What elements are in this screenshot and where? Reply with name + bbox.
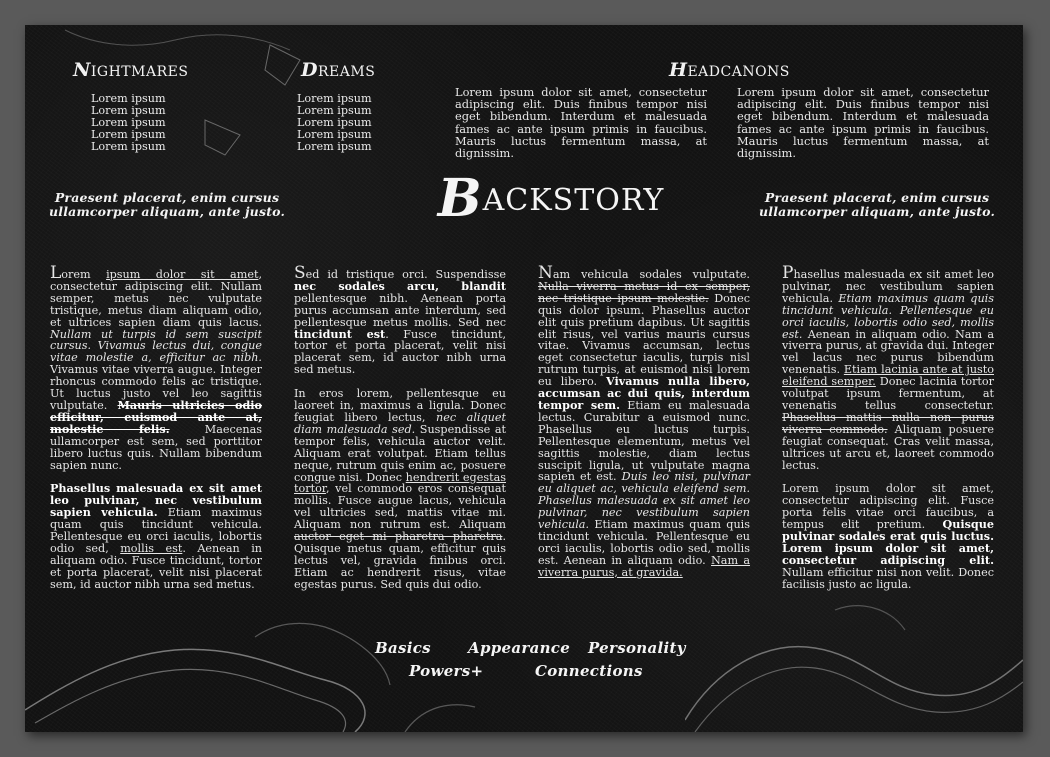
nav-link-personality[interactable]: Personality xyxy=(588,639,686,657)
text-run: P xyxy=(782,263,794,283)
list-item: Lorem ipsum xyxy=(297,92,372,105)
nightmares-heading: NIGHTMARES xyxy=(73,59,189,81)
text-run: orem xyxy=(61,268,107,281)
list-item: Lorem ipsum xyxy=(297,140,372,153)
text-run: . Suspendisse at tempor felis, vehicula auctor velit. Aliquam erat volutpat. Etiam tellus neque, rutrum quis enim ac, posuere congue nisi. Donec xyxy=(294,422,506,484)
text-run: hasellus malesuada ex sit amet leo pulvinar, nec vestibulum sapien vehicula. xyxy=(782,268,994,305)
column-paragraph xyxy=(294,388,506,590)
text-run: Etiam eu malesuada lectus. Curabitur a euismod nunc. Phasellus eu luctus turpis. Pellentesque elementum, metus vel sagittis molestie, diam lectus suscipit ligula, ut vulputate magna sapien et est. xyxy=(538,398,750,484)
snake-illustration-right xyxy=(685,600,1023,732)
text-run: Duis leo nisi, pulvinar eu aliquet ac, vehicula eleifend sem. Phasellus malesuada ex sit amet leo pulvinar, nec vestibulum sapien vehicula. xyxy=(538,470,750,532)
column-paragraph xyxy=(50,263,263,472)
headcanons-heading: HEADCANONS xyxy=(669,59,790,81)
text-run: hendrerit egestas tortor xyxy=(294,470,506,496)
text-run: auctor eget mi pharetra pharetra xyxy=(294,530,503,544)
text-run: , vel commodo eros consequat mollis. Fusce augue lacus, vehicula vel ultricies sed, mattis vitae mi. Aliquam non rutrum est. Aliquam xyxy=(294,482,506,532)
text-run: Vivamus vitae viverra augue. Integer rhoncus commodo felis ac tristique. Ut luctus justo vel leo sagittis vulputate. xyxy=(50,363,262,412)
tagline-right: Praesent placerat, enim cursus ullamcorper aliquam, ante justo. xyxy=(758,190,996,219)
nightmares-list xyxy=(91,93,166,153)
list-item: Lorem ipsum xyxy=(297,128,372,141)
text-run: Nullam efficitur nisi non velit. Donec facilisis justo ac ligula. xyxy=(782,565,994,591)
text-run: Etiam maximus quam quis tincidunt vehicula. Pellentesque eu orci iaculis, lobortis odio sed, mollis est. xyxy=(782,291,994,341)
text-run: Etiam maximus quam quis tincidunt vehicula. Pellentesque eu orci iaculis, lobortis odio sed, xyxy=(50,506,262,555)
text-run: . Aenean in aliquam odio. Fusce tincidunt, tortor et porta placerat, velit nisi placerat sem, id auctor nibh urna sed metus. xyxy=(50,541,262,591)
list-item: Lorem ipsum xyxy=(297,104,372,117)
text-run: S xyxy=(294,263,306,283)
headcanon-paragraph-2: Lorem ipsum dolor sit amet, consectetur adipiscing elit. Duis finibus tempor nisi eget bibendum. Interdum et malesuada fames ac ante ipsum primis in faucibus. Mauris luctus fermentum massa, at dignissim. xyxy=(737,85,989,161)
tagline-left: Praesent placerat, enim cursus ullamcorper aliquam, ante justo. xyxy=(48,190,286,219)
text-run: Aenean in aliquam odio. Nam a viverra purus, at gravida dui. Integer vel lacus nec purus bibendum venenatis. xyxy=(782,327,994,377)
backstory-column-4 xyxy=(782,263,994,603)
text-run: ed id tristique orci. Suspendisse xyxy=(305,268,506,281)
text-run: In eros lorem, pellentesque eu laoreet in, maximus a ligula. Donec feugiat libero lectus, xyxy=(294,387,506,424)
text-run: mollis est xyxy=(120,541,183,555)
list-item: Lorem ipsum xyxy=(91,128,166,141)
text-run: Mauris ultricies odio efficitur, euismod ante at, molestie felis. xyxy=(50,397,263,436)
text-run: . Fusce tincidunt, tortor et porta placerat, velit nisi placerat sem, id auctor nibh urna sed metus. xyxy=(294,327,506,377)
text-run: Vivamus nulla libero, accumsan ac dui quis, interdum tempor sem. xyxy=(538,374,750,412)
text-run: Etiam lacinia ante at justo eleifend semper. xyxy=(782,363,994,389)
text-run: Donec lacinia tortor volutpat ipsum fermentum, at venenatis tellus consectetur. xyxy=(782,375,994,412)
headcanon-paragraph-1: Lorem ipsum dolor sit amet, consectetur adipiscing elit. Duis finibus tempor nisi eget bibendum. Interdum et malesuada fames ac ante ipsum primis in faucibus. Mauris luctus fermentum massa, at dignissim. xyxy=(455,85,707,161)
column-paragraph xyxy=(538,263,751,579)
column-paragraph xyxy=(294,263,506,377)
text-run: Etiam maximus quam quis tincidunt vehicula. Pellentesque eu orci iaculis, lobortis odio sed, mollis est. Aenean in aliquam odio. xyxy=(538,518,750,567)
dreams-heading: DREAMS xyxy=(301,59,376,81)
backstory-column-2 xyxy=(294,263,506,603)
column-paragraph xyxy=(782,483,994,590)
nav-link-connections[interactable]: Connections xyxy=(535,662,643,680)
text-run: tincidunt est xyxy=(294,326,386,341)
list-item: Lorem ipsum xyxy=(91,92,166,105)
text-run: Nam a viverra purus, at gravida. xyxy=(538,553,751,579)
text-run: Nullam ut turpis id sem suscipit cursus. Vivamus lectus dui, congue vitae molestie a, efficitur ac nibh. xyxy=(50,327,262,365)
text-run: nec aliquet diam malesuada sed xyxy=(294,410,506,436)
nav-link-basics[interactable]: Basics xyxy=(375,639,431,657)
list-item: Lorem ipsum xyxy=(91,140,166,153)
text-run: Nulla viverra metus id ex semper, nec tristique ipsum molestie. xyxy=(538,279,750,305)
text-run: N xyxy=(538,263,553,283)
list-item: Lorem ipsum xyxy=(297,116,372,129)
nav-link-appearance[interactable]: Appearance xyxy=(468,639,571,657)
text-run: Quisque pulvinar sodales erat quis luctus. Lorem ipsum dolor sit amet, consectetur adipiscing elit. xyxy=(782,517,994,567)
dreams-list xyxy=(297,93,372,153)
text-run: Phasellus mattis nulla non purus viverra commodo. xyxy=(782,410,994,436)
column-paragraph xyxy=(782,263,994,472)
text-run: ipsum dolor sit amet xyxy=(106,268,259,281)
text-run: Lorem ipsum dolor sit amet, consectetur adipiscing elit. Fusce porta felis vitae orci faucibus, a tempus elit pretium. xyxy=(782,482,994,532)
backstory-sheet xyxy=(25,25,1023,732)
text-run: , consectetur adipiscing elit. Nullam semper, metus nec vulputate tristique, metus diam aliquam odio, et ultrices sapien diam quis lacus. xyxy=(50,268,263,329)
column-paragraph xyxy=(50,483,262,590)
backstory-column-3 xyxy=(538,263,751,591)
nav-link-powers[interactable]: Powers+ xyxy=(409,662,484,680)
backstory-column-1 xyxy=(50,263,263,603)
text-run: L xyxy=(50,263,62,283)
list-item: Lorem ipsum xyxy=(91,104,166,117)
text-run: Aliquam posuere feugiat consequat. Cras velit massa, ultrices ut arcu et, laoreet commodo lectus. xyxy=(782,422,994,472)
list-item: Lorem ipsum xyxy=(91,116,166,129)
text-run: Maecenas ullamcorper est sem, sed porttitor libero luctus quis. Nullam bibendum sapien nunc. xyxy=(50,422,262,472)
text-run: Donec quis dolor ipsum. Phasellus auctor elit quis pretium dapibus. Ut sagittis elit risus, vel varius mauris cursus vitae. Vivamus accumsan, lectus eget consectetur iaculis, turpis nisl rutrum turpis, at euismod nisi lorem eu libero. xyxy=(538,291,750,389)
page-title: BACKSTORY xyxy=(437,168,665,229)
text-run: . Quisque metus quam, efficitur quis lectus vel, gravida finibus orci. Etiam ac hendrerit risus, vitae egestas purus. Sed quis dui odio. xyxy=(294,530,506,591)
text-run: am vehicula sodales vulputate. xyxy=(552,268,750,281)
text-run: pellentesque nibh. Aenean porta purus accumsan ante interdum, sed pellentesque metus mollis. Sed nec xyxy=(294,291,506,329)
text-run: nec sodales arcu, blandit xyxy=(294,278,506,293)
text-run: Phasellus malesuada ex sit amet leo pulvinar, nec vestibulum sapien vehicula. xyxy=(50,481,262,520)
